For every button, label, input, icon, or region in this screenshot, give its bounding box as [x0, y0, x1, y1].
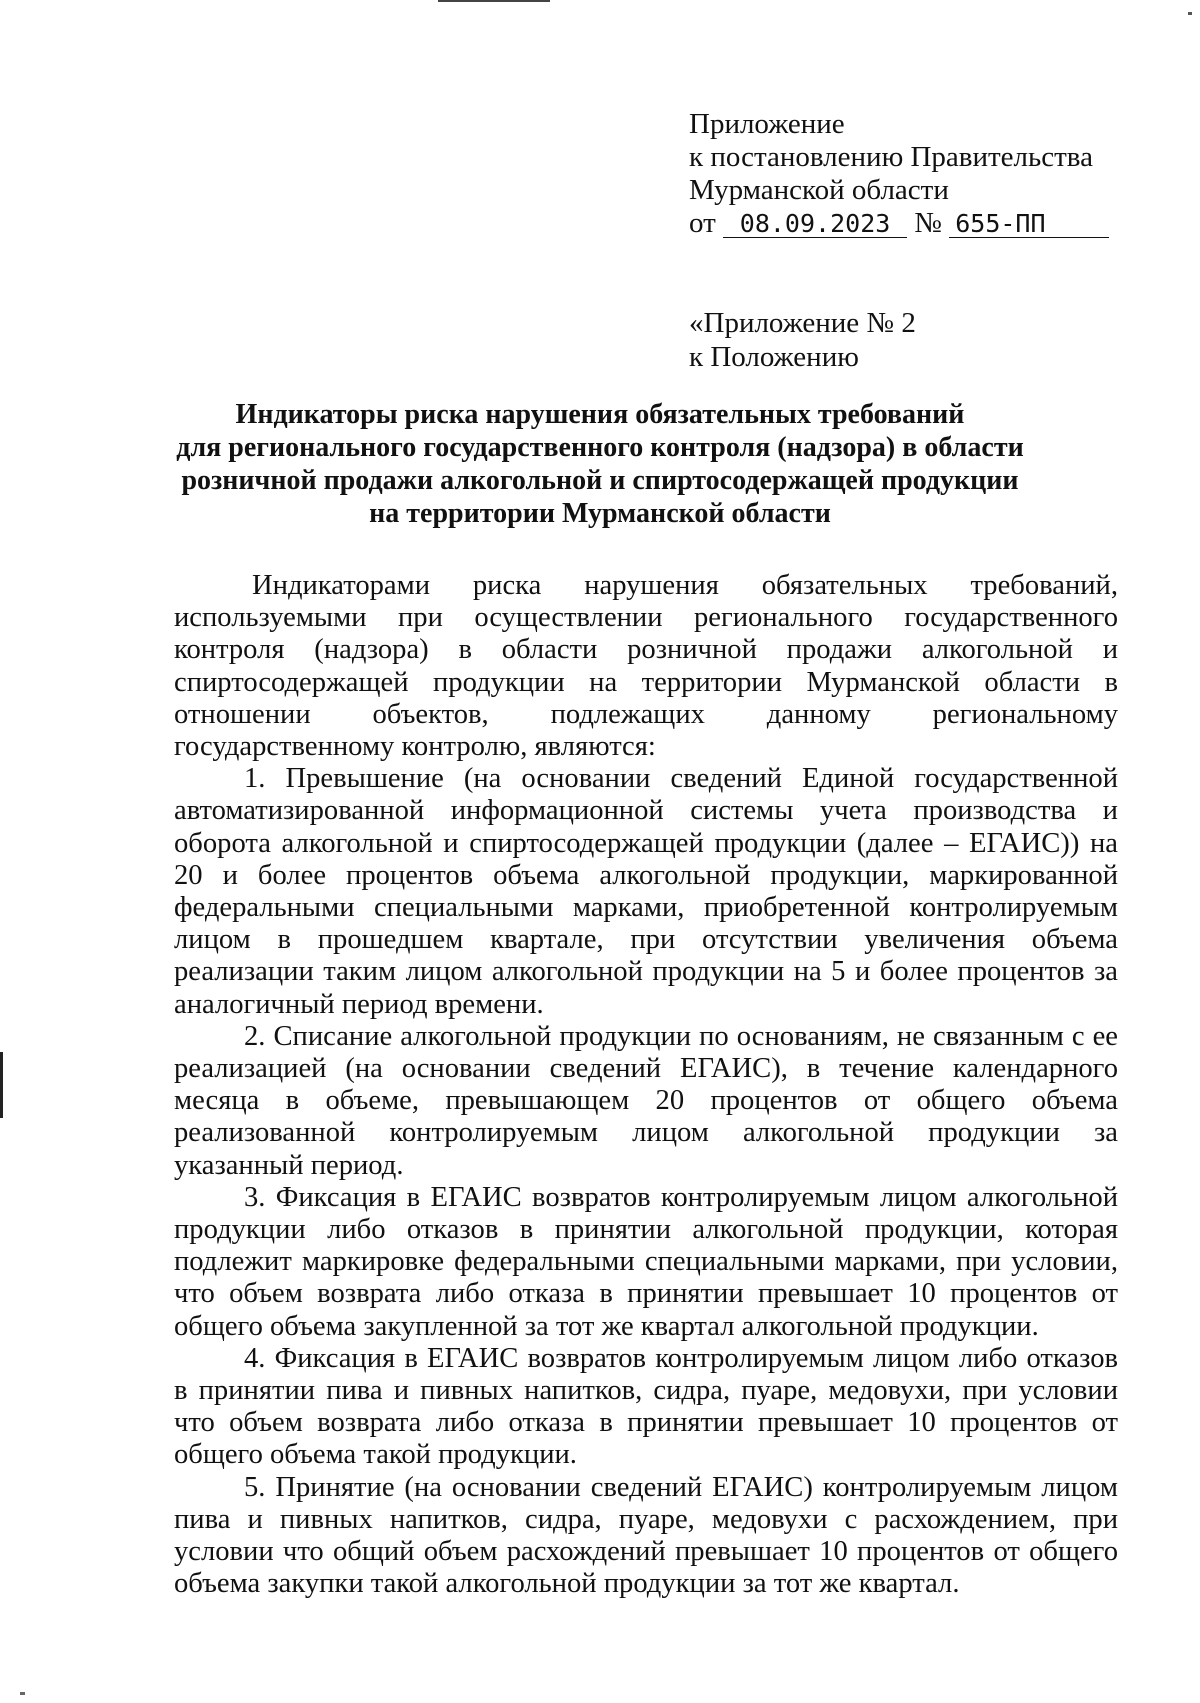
indicator-item-4: 4. Фиксация в ЕГАИС возвратов контролируемым лицом либо отказов в принятии пива и пивных напитков, сидра, пуаре, медовухи, при условии что объем возврата либо отказа в принятии превышает 10 процентов от общего объема такой продукции.: [174, 1342, 1118, 1471]
scan-artifact-line: [438, 0, 550, 2]
annex-block: [689, 306, 916, 374]
annex-heading: «Приложение № 2: [689, 307, 916, 339]
annex-reference: к Положению: [689, 341, 859, 373]
scan-artifact-margin-mark: [0, 1052, 3, 1118]
intro-paragraph: Индикаторами риска нарушения обязательных требований, используемыми при осуществлении регионального государственного контроля (надзора) в области розничной продажи алкогольной и спиртосодержащей продукции на территории Мурманской области в отношении объектов, подлежащих данному региональному государственному контролю, являются:: [174, 570, 1118, 763]
document-body: [174, 570, 1118, 1601]
number-prefix: №: [914, 207, 942, 239]
scan-artifact-dot: [1188, 12, 1192, 15]
approval-date-line: [689, 207, 1109, 240]
indicator-item-5: 5. Принятие (на основании сведений ЕГАИС) контролируемым лицом пива и пивных напитков, сидра, пуаре, медовухи с расхождением, при условии что общий объем расхождений превышает 10 процентов от общего объема закупки такой алкогольной продукции за тот же квартал.: [174, 1471, 1118, 1600]
approval-region: Мурманской области: [689, 174, 949, 206]
approval-reference: к постановлению Правительства: [689, 141, 1093, 173]
title-line: Индикаторы риска нарушения обязательных требований: [235, 399, 965, 430]
scan-artifact-dot: [20, 1692, 25, 1695]
date-prefix: от: [689, 207, 716, 239]
approval-number: 655-ПП: [949, 211, 1109, 238]
approval-date: 08.09.2023: [723, 211, 907, 238]
title-line: розничной продажи алкогольной и спиртосодержащей продукции: [181, 465, 1019, 496]
approval-heading: Приложение: [689, 108, 845, 140]
title-line: для регионального государственного контроля (надзора) в области: [176, 432, 1024, 463]
document-title: [150, 398, 1050, 530]
indicator-item-3: 3. Фиксация в ЕГАИС возвратов контролируемым лицом алкогольной продукции либо отказов в принятии алкогольной продукции, которая подлежит маркировке федеральными специальными марками, при условии, что объем возврата либо отказа в принятии превышает 10 процентов от общего объема закупленной за тот же квартал алкогольной продукции.: [174, 1181, 1118, 1342]
indicator-item-1: 1. Превышение (на основании сведений Единой государственной автоматизированной информационной системы учета производства и оборота алкогольной и спиртосодержащей продукции (далее – ЕГАИС)) на 20 и более процентов объема алкогольной продукции, маркированной федеральными специальными марками, приобретенной контролируемым лицом в прошедшем квартале, при отсутствии увеличения объема реализации таким лицом алкогольной продукции на 5 и более процентов за аналогичный период времени.: [174, 763, 1118, 1020]
indicator-item-2: 2. Списание алкогольной продукции по основаниям, не связанным с ее реализацией (на основании сведений ЕГАИС), в течение календарного месяца в объеме, превышающем 20 процентов от общего объема реализованной контролируемым лицом алкогольной продукции за указанный период.: [174, 1020, 1118, 1181]
approval-block: [689, 108, 1109, 240]
title-line: на территории Мурманской области: [369, 498, 831, 529]
